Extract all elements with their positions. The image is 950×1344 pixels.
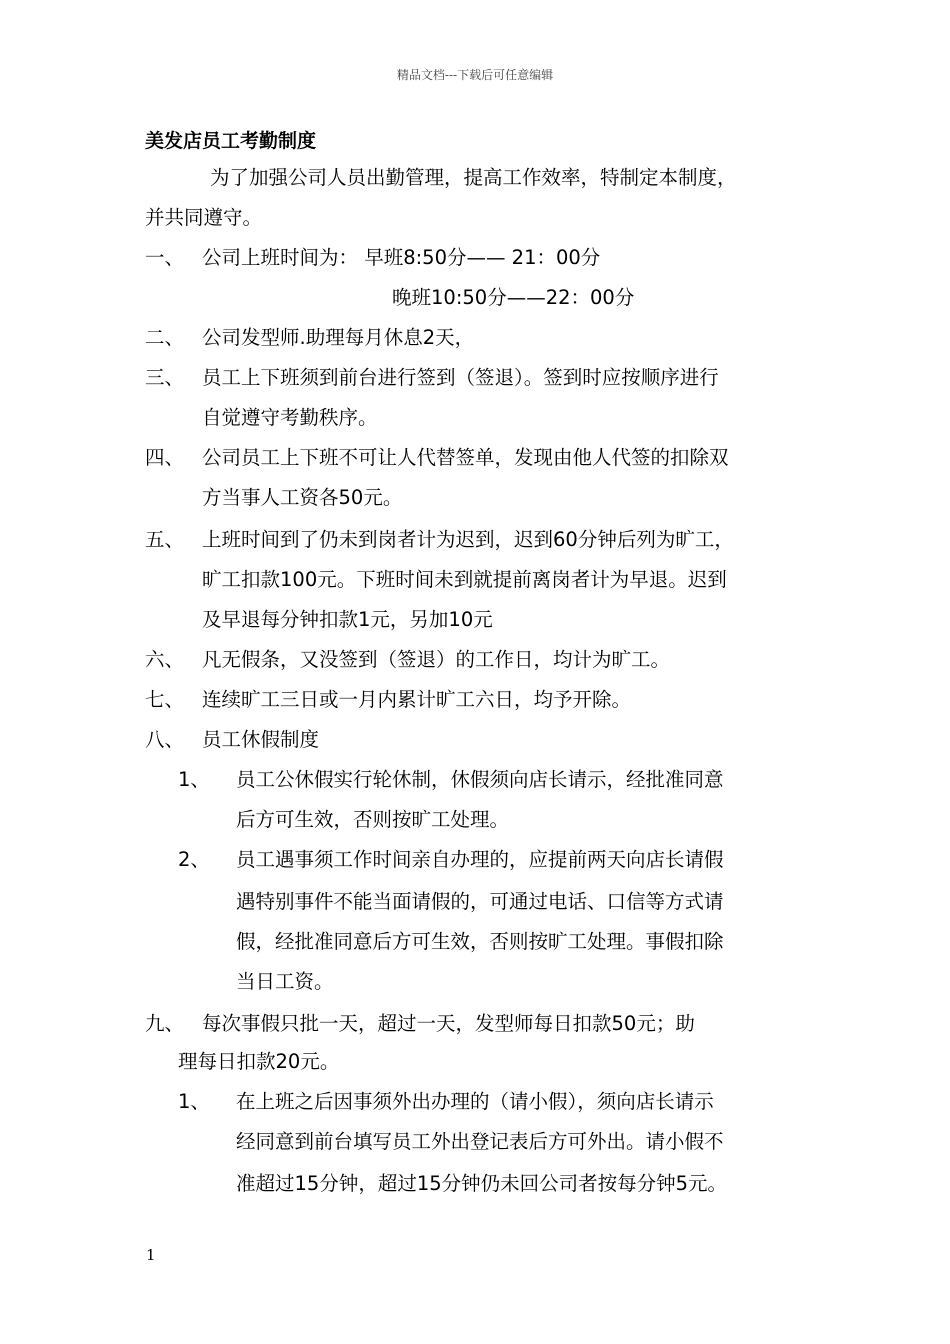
item-4-line-2: 方当事人工资各50元。 [202,486,403,509]
intro-line-2: 并共同遵守。 [145,206,263,229]
item-5-number: 五、 [145,528,185,551]
item-1-line-1: 公司上班时间为： 早班8:50分—— 21：00分 [202,246,601,269]
item-9-number: 九、 [145,1012,185,1035]
item-8-sub-2-line-3: 假，经批准同意后方可生效，否则按旷工处理。事假扣除 [236,930,724,953]
item-8-line-1: 员工休假制度 [202,728,320,751]
item-8-sub-1-line-2: 后方可生效，否则按旷工处理。 [236,808,510,831]
item-5-line-3: 及早退每分钟扣款1元，另加10元 [202,608,493,631]
item-8-sub-2-line-4: 当日工资。 [236,970,334,993]
intro-line-1: 为了加强公司人员出勤管理，提高工作效率，特制定本制度， [210,166,737,189]
item-8-sub-2-number: 2、 [178,848,210,871]
page-header: 精品文档---下载后可任意编辑 [396,68,554,82]
item-7-number: 七、 [145,688,185,711]
item-8-sub-1-number: 1、 [178,768,210,791]
item-6-number: 六、 [145,648,185,671]
item-2-number: 二、 [145,326,185,349]
item-5-line-1: 上班时间到了仍未到岗者计为迟到，迟到60分钟后列为旷工， [202,528,734,551]
item-9-sub-1-line-2: 经同意到前台填写员工外出登记表后方可外出。请小假不 [236,1130,724,1153]
item-4-number: 四、 [145,446,185,469]
item-3-line-1: 员工上下班须到前台进行签到（签退）。签到时应按顺序进行 [202,366,719,389]
item-9-line-2: 理每日扣款20元。 [178,1050,340,1073]
document-title: 美发店员工考勤制度 [145,130,317,152]
item-6-line-1: 凡无假条，又没签到（签退）的工作日，均计为旷工。 [202,648,671,671]
item-1-line-2: 晚班10:50分——22：00分 [392,286,635,309]
item-5-line-2: 旷工扣款100元。下班时间未到就提前离岗者计为早退。迟到 [202,568,727,591]
item-2-line-1: 公司发型师.助理每月休息2天， [202,326,475,349]
item-3-line-2: 自觉遵守考勤秩序。 [202,406,378,429]
item-9-sub-1-line-1: 在上班之后因事须外出办理的（请小假），须向店长请示 [236,1090,714,1113]
item-1-number: 一、 [145,246,185,269]
item-4-line-1: 公司员工上下班不可让人代替签单，发现由他人代签的扣除双 [202,446,729,469]
item-8-sub-2-line-1: 员工遇事须工作时间亲自办理的，应提前两天向店长请假 [236,848,724,871]
item-9-sub-1-line-3: 准超过15分钟，超过15分钟仍未回公司者按每分钟5元。 [236,1172,728,1195]
item-8-number: 八、 [145,728,185,751]
item-8-sub-2-line-2: 遇特别事件不能当面请假的，可通过电话、口信等方式请 [236,890,724,913]
item-7-line-1: 连续旷工三日或一月内累计旷工六日，均予开除。 [202,688,632,711]
item-8-sub-1-line-1: 员工公休假实行轮休制，休假须向店长请示，经批准同意 [236,768,724,791]
item-9-sub-1-number: 1、 [178,1090,210,1113]
item-3-number: 三、 [145,366,185,389]
item-9-line-1: 每次事假只批一天，超过一天，发型师每日扣款50元；助 [202,1012,695,1035]
page-number: 1 [146,1246,156,1264]
